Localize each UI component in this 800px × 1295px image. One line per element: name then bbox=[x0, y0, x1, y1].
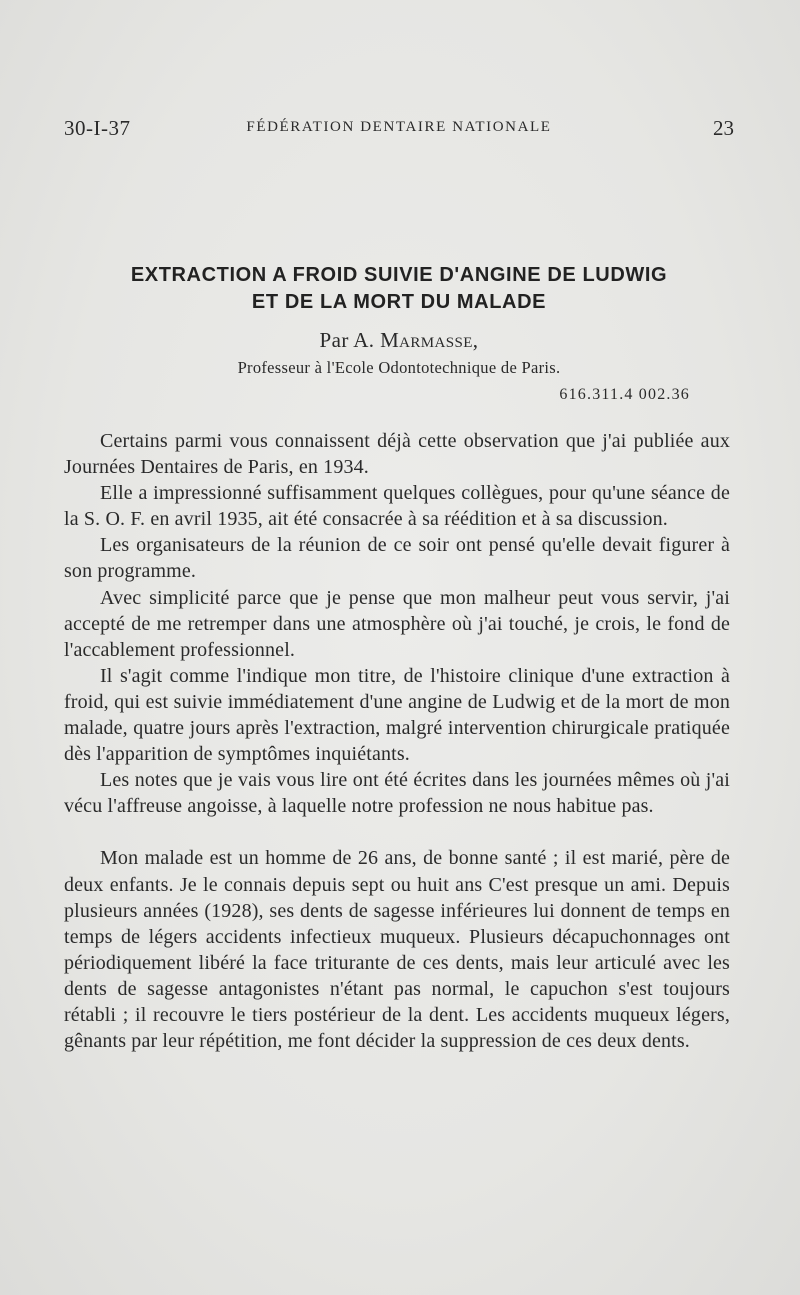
issue-date: 30-I-37 bbox=[64, 116, 131, 140]
classification-code: 616.311.4 002.36 bbox=[559, 386, 690, 403]
article-title-line-2: ET DE LA MORT DU MALADE bbox=[251, 291, 547, 313]
article-body bbox=[64, 428, 730, 1054]
running-head bbox=[64, 116, 734, 146]
paragraph-5: Il s'agit comme l'indique mon titre, de l'histoire clinique d'une extraction à froid, qui est suivie immédiatement d'une angine de Ludwig et de la mort de mon malade, quatre jours après l'extraction, malgré intervention chirurgicale pratiquée dès l'apparition de symptômes inquiétants. bbox=[64, 664, 730, 766]
paragraph-6: Les notes que je vais vous lire ont été écrites dans les journées mêmes où j'ai vécu l'affreuse angoisse, à laquelle notre profession ne nous habitue pas. bbox=[64, 769, 730, 818]
paragraph-2: Elle a impressionné suffisamment quelques collègues, pour qu'une séance de la S. O. F. en avril 1935, ait été consacrée à sa réédition et à sa discussion. bbox=[64, 482, 730, 531]
author-name: Marmasse, bbox=[380, 328, 479, 352]
paragraph-7: Mon malade est un homme de 26 ans, de bonne santé ; il est marié, père de deux enfants. Je le connais depuis sept ou huit ans C'est presque un ami. Depuis plusieurs années (1928), ses dents de sagesse inférieures lui donnent de temps en temps de légers accidents infectieux muqueux. Plusieurs décapuchonnages ont périodiquement libéré la face triturante de ces dents, mais leur articulé avec les dents de sagesse antagonistes n'étant pas normal, le capuchon s'est toujours rétabli ; il recouvre le tiers postérieur de la dent. Les accidents muqueux légers, gênants par leur répétition, me font décider la suppression de ces deux dents. bbox=[64, 847, 730, 1053]
article-title bbox=[64, 262, 734, 316]
article-title-line-1: EXTRACTION A FROID SUIVIE D'ANGINE DE LUDWIG bbox=[130, 264, 668, 286]
journal-name: FÉDÉRATION DENTAIRE NATIONALE bbox=[246, 119, 552, 135]
byline bbox=[64, 328, 734, 353]
page-number: 23 bbox=[713, 116, 734, 140]
paragraph-3: Les organisateurs de la réunion de ce soir ont pensé qu'elle devait figurer à son programme. bbox=[64, 534, 730, 583]
byline-prefix: Par A. bbox=[319, 328, 381, 352]
paragraph-4: Avec simplicité parce que je pense que mon malheur peut vous servir, j'ai accepté de me retremper dans une atmosphère où j'ai touché, je crois, le fond de l'accablement professionnel. bbox=[64, 586, 730, 661]
author-affiliation: Professeur à l'Ecole Odontotechnique de Paris. bbox=[237, 358, 561, 377]
paragraph-1: Certains parmi vous connaissent déjà cette observation que j'ai publiée aux Journées Dentaires de Paris, en 1934. bbox=[64, 430, 730, 479]
